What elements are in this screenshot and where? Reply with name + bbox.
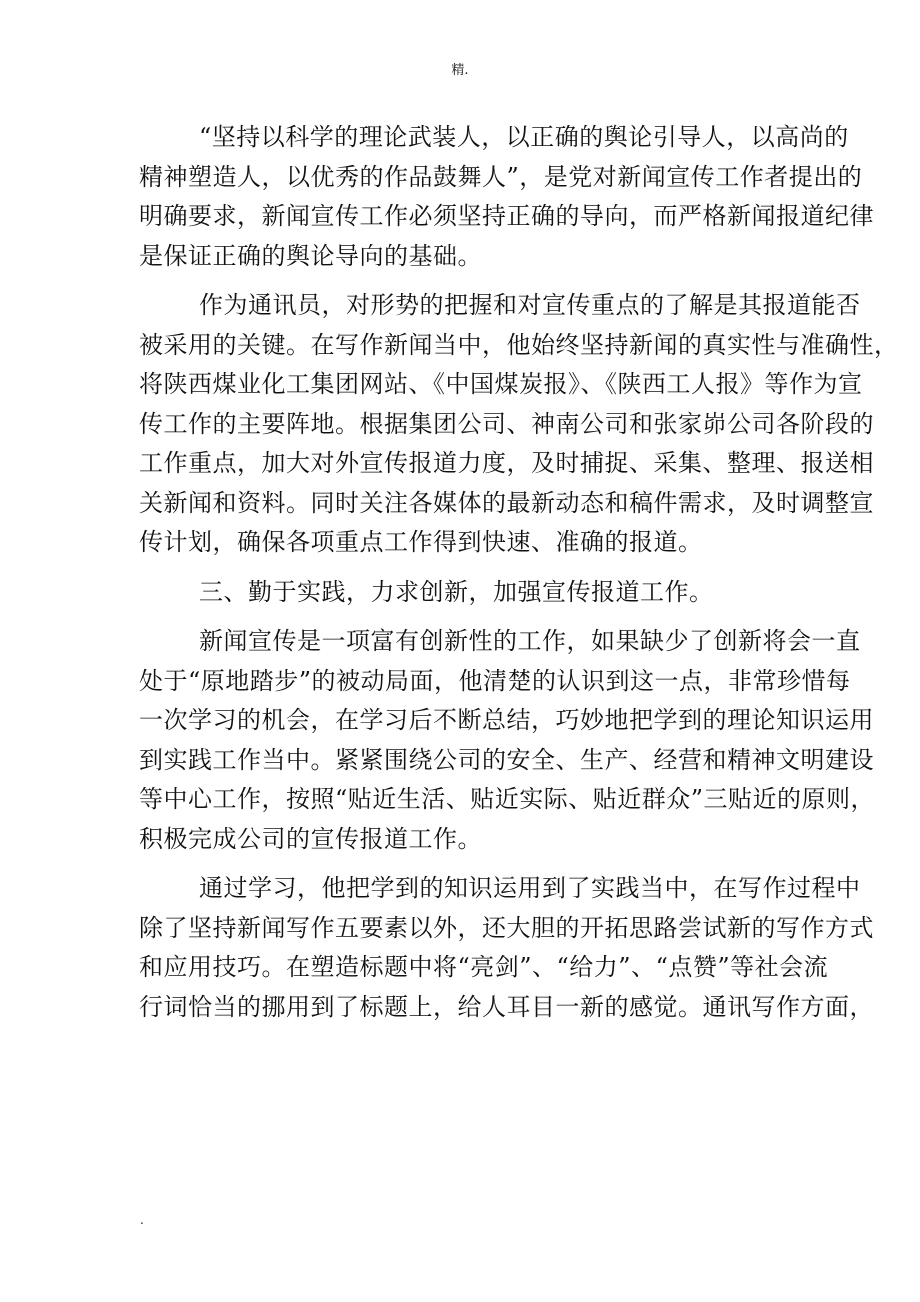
paragraph-line: 是保证正确的舆论导向的基础。: [139, 241, 482, 270]
paragraph-1: [139, 118, 874, 276]
paragraph-line: 到实践工作当中。紧紧围绕公司的安全、生产、经营和精神文明建设: [139, 745, 874, 774]
paragraph-line: 传计划，确保各项重点工作得到快速、准确的报道。: [139, 528, 703, 556]
paragraph-line: 关新闻和资料。同时关注各媒体的最新动态和稿件需求，及时调整宣: [139, 488, 874, 517]
paragraph-line: “坚持以科学的理论武装人，以正确的舆论引导人，以高尚的: [199, 123, 849, 151]
paragraph-line: 积极完成公司的宣传报道工作。: [139, 824, 482, 853]
paragraph-line: 将陕西煤业化工集团网站、《中国煤炭报》、《陕西工人报》等作为宣: [139, 370, 863, 398]
paragraph-line: 作为通讯员，对形势的把握和对宣传重点的了解是其报道能否: [199, 291, 861, 319]
section-heading: [139, 573, 781, 613]
paragraph-line: 行词恰当的挪用到了标题上，给人耳目一新的感觉。通讯写作方面，: [139, 992, 874, 1021]
paragraph-line: 工作重点，加大对外宣传报道力度，及时捕捉、采集、整理、报送相: [139, 449, 874, 477]
paragraph-4: [139, 869, 874, 1027]
paragraph-2: [139, 286, 899, 563]
paragraph-line: 通过学习，他把学到的知识运用到了实践当中，在写作过程中: [199, 874, 861, 902]
paragraph-line: 被采用的关键。在写作新闻当中，他始终坚持新闻的真实性与准确性，: [139, 330, 899, 359]
document-body: [139, 118, 899, 1027]
page-footer-mark: .: [140, 1213, 144, 1227]
paragraph-line: 和应用技巧。在塑造标题中将“亮剑”、“给力”、“点赞”等社会流: [139, 953, 829, 981]
paragraph-line: 处于“原地踏步”的被动局面，他清楚的认识到这一点，非常珍惜每: [139, 666, 851, 695]
paragraph-line: 明确要求，新闻宣传工作必须坚持正确的导向，而严格新闻报道纪律: [139, 202, 874, 230]
paragraph-line: 新闻宣传是一项富有创新性的工作，如果缺少了创新将会一直: [199, 627, 861, 655]
section-heading-line: 三、勤于实践，力求创新，加强宣传报道工作。: [199, 577, 714, 606]
paragraph-line: 一次学习的机会，在学习后不断总结，巧妙地把学到的理论知识运用: [139, 706, 874, 734]
paragraph-line: 传工作的主要阵地。根据集团公司、神南公司和张家峁公司各阶段的: [139, 409, 874, 438]
paragraph-line: 除了坚持新闻写作五要素以外，还大胆的开拓思路尝试新的写作方式: [139, 913, 874, 942]
paragraph-3: [139, 622, 876, 859]
paragraph-line: 精神塑造人，以优秀的作品鼓舞人”，是党对新闻宣传工作者提出的: [139, 162, 863, 191]
page-header: 精.: [451, 63, 469, 78]
paragraph-line: 等中心工作，按照“贴近生活、贴近实际、贴近群众”三贴近的原则，: [139, 785, 876, 813]
